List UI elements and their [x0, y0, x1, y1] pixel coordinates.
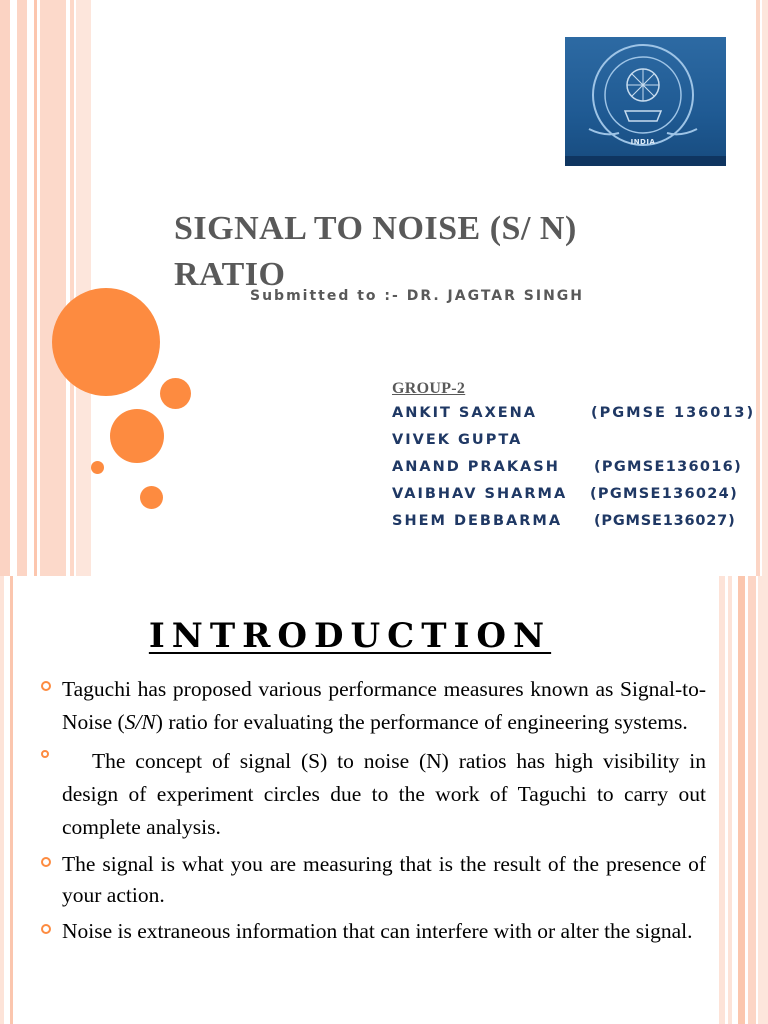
- member-row: [392, 508, 736, 535]
- right-stripe: [748, 576, 756, 1024]
- bullet-text: Noise is extraneous information that can interfere with or alter the signal.: [62, 919, 693, 943]
- member-name: ANKIT SAXENA: [392, 405, 538, 421]
- member-row: [392, 454, 742, 481]
- left-stripe: [76, 0, 91, 576]
- emblem-icon: [565, 37, 726, 166]
- right-stripe: [762, 0, 768, 576]
- bullet-icon: [41, 681, 51, 691]
- introduction-slide: [0, 576, 768, 1024]
- left-stripe: [34, 0, 37, 576]
- bullet-item: [40, 849, 706, 911]
- bullet-item: [40, 916, 706, 947]
- member-row: [392, 400, 756, 427]
- decorative-circle: [160, 378, 191, 409]
- bullet-emphasis: S/N: [124, 710, 156, 734]
- decorative-circle: [140, 486, 163, 509]
- bullet-icon: [41, 857, 51, 867]
- bullet-icon: [41, 924, 51, 934]
- left-stripe: [0, 0, 10, 576]
- decorative-circle: [91, 461, 104, 474]
- left-stripe: [70, 0, 74, 576]
- group-members: [392, 378, 756, 535]
- right-stripe: [719, 576, 725, 1024]
- bullet-icon: [41, 750, 49, 758]
- left-stripe: [40, 0, 66, 576]
- member-row: [392, 427, 523, 454]
- bullet-item: [40, 673, 706, 739]
- member-name: VIVEK GUPTA: [392, 432, 523, 448]
- member-name: SHEM DEBBARMA: [392, 513, 563, 529]
- slide-title: INTRODUCTION: [148, 616, 552, 656]
- bullet-item: [40, 745, 706, 844]
- member-id: (PGMSE136016): [594, 459, 742, 475]
- decorative-circle: [52, 288, 160, 396]
- bullet-text: The concept of signal (S) to noise (N) ratios has high visibility in design of experiment circles due to the work of Taguchi to carry out complete analysis.: [62, 749, 706, 839]
- right-stripe: [738, 576, 745, 1024]
- institute-logo: [565, 37, 726, 166]
- member-id: (PGMSE 136013): [591, 405, 756, 421]
- logo-strip: [565, 156, 726, 166]
- submitted-to: Submitted to :- DR. JAGTAR SINGH: [250, 288, 585, 304]
- bullet-text: Taguchi has proposed various performance measures known as Signal-to-Noise (: [62, 677, 706, 734]
- group-label: GROUP-2: [392, 380, 466, 397]
- member-id: (PGMSE136024): [590, 486, 738, 502]
- member-row: [392, 481, 738, 508]
- bullet-text: The signal is what you are measuring that is the result of the presence of your action.: [62, 852, 706, 907]
- member-name: VAIBHAV SHARMA: [392, 486, 568, 502]
- right-stripe: [728, 576, 732, 1024]
- bullet-list: [40, 673, 706, 947]
- right-stripe: [758, 576, 768, 1024]
- left-stripe: [17, 0, 27, 576]
- right-stripe: [756, 0, 760, 576]
- decorative-circle: [110, 409, 164, 463]
- slide-title: SIGNAL TO NOISE (S/ N) RATIO: [174, 210, 577, 293]
- member-name: ANAND PRAKASH: [392, 459, 560, 475]
- member-id: (PGMSE136027): [594, 513, 736, 529]
- logo-text: INDIA: [630, 138, 656, 146]
- bullet-text: ) ratio for evaluating the performance of engineering systems.: [155, 710, 688, 734]
